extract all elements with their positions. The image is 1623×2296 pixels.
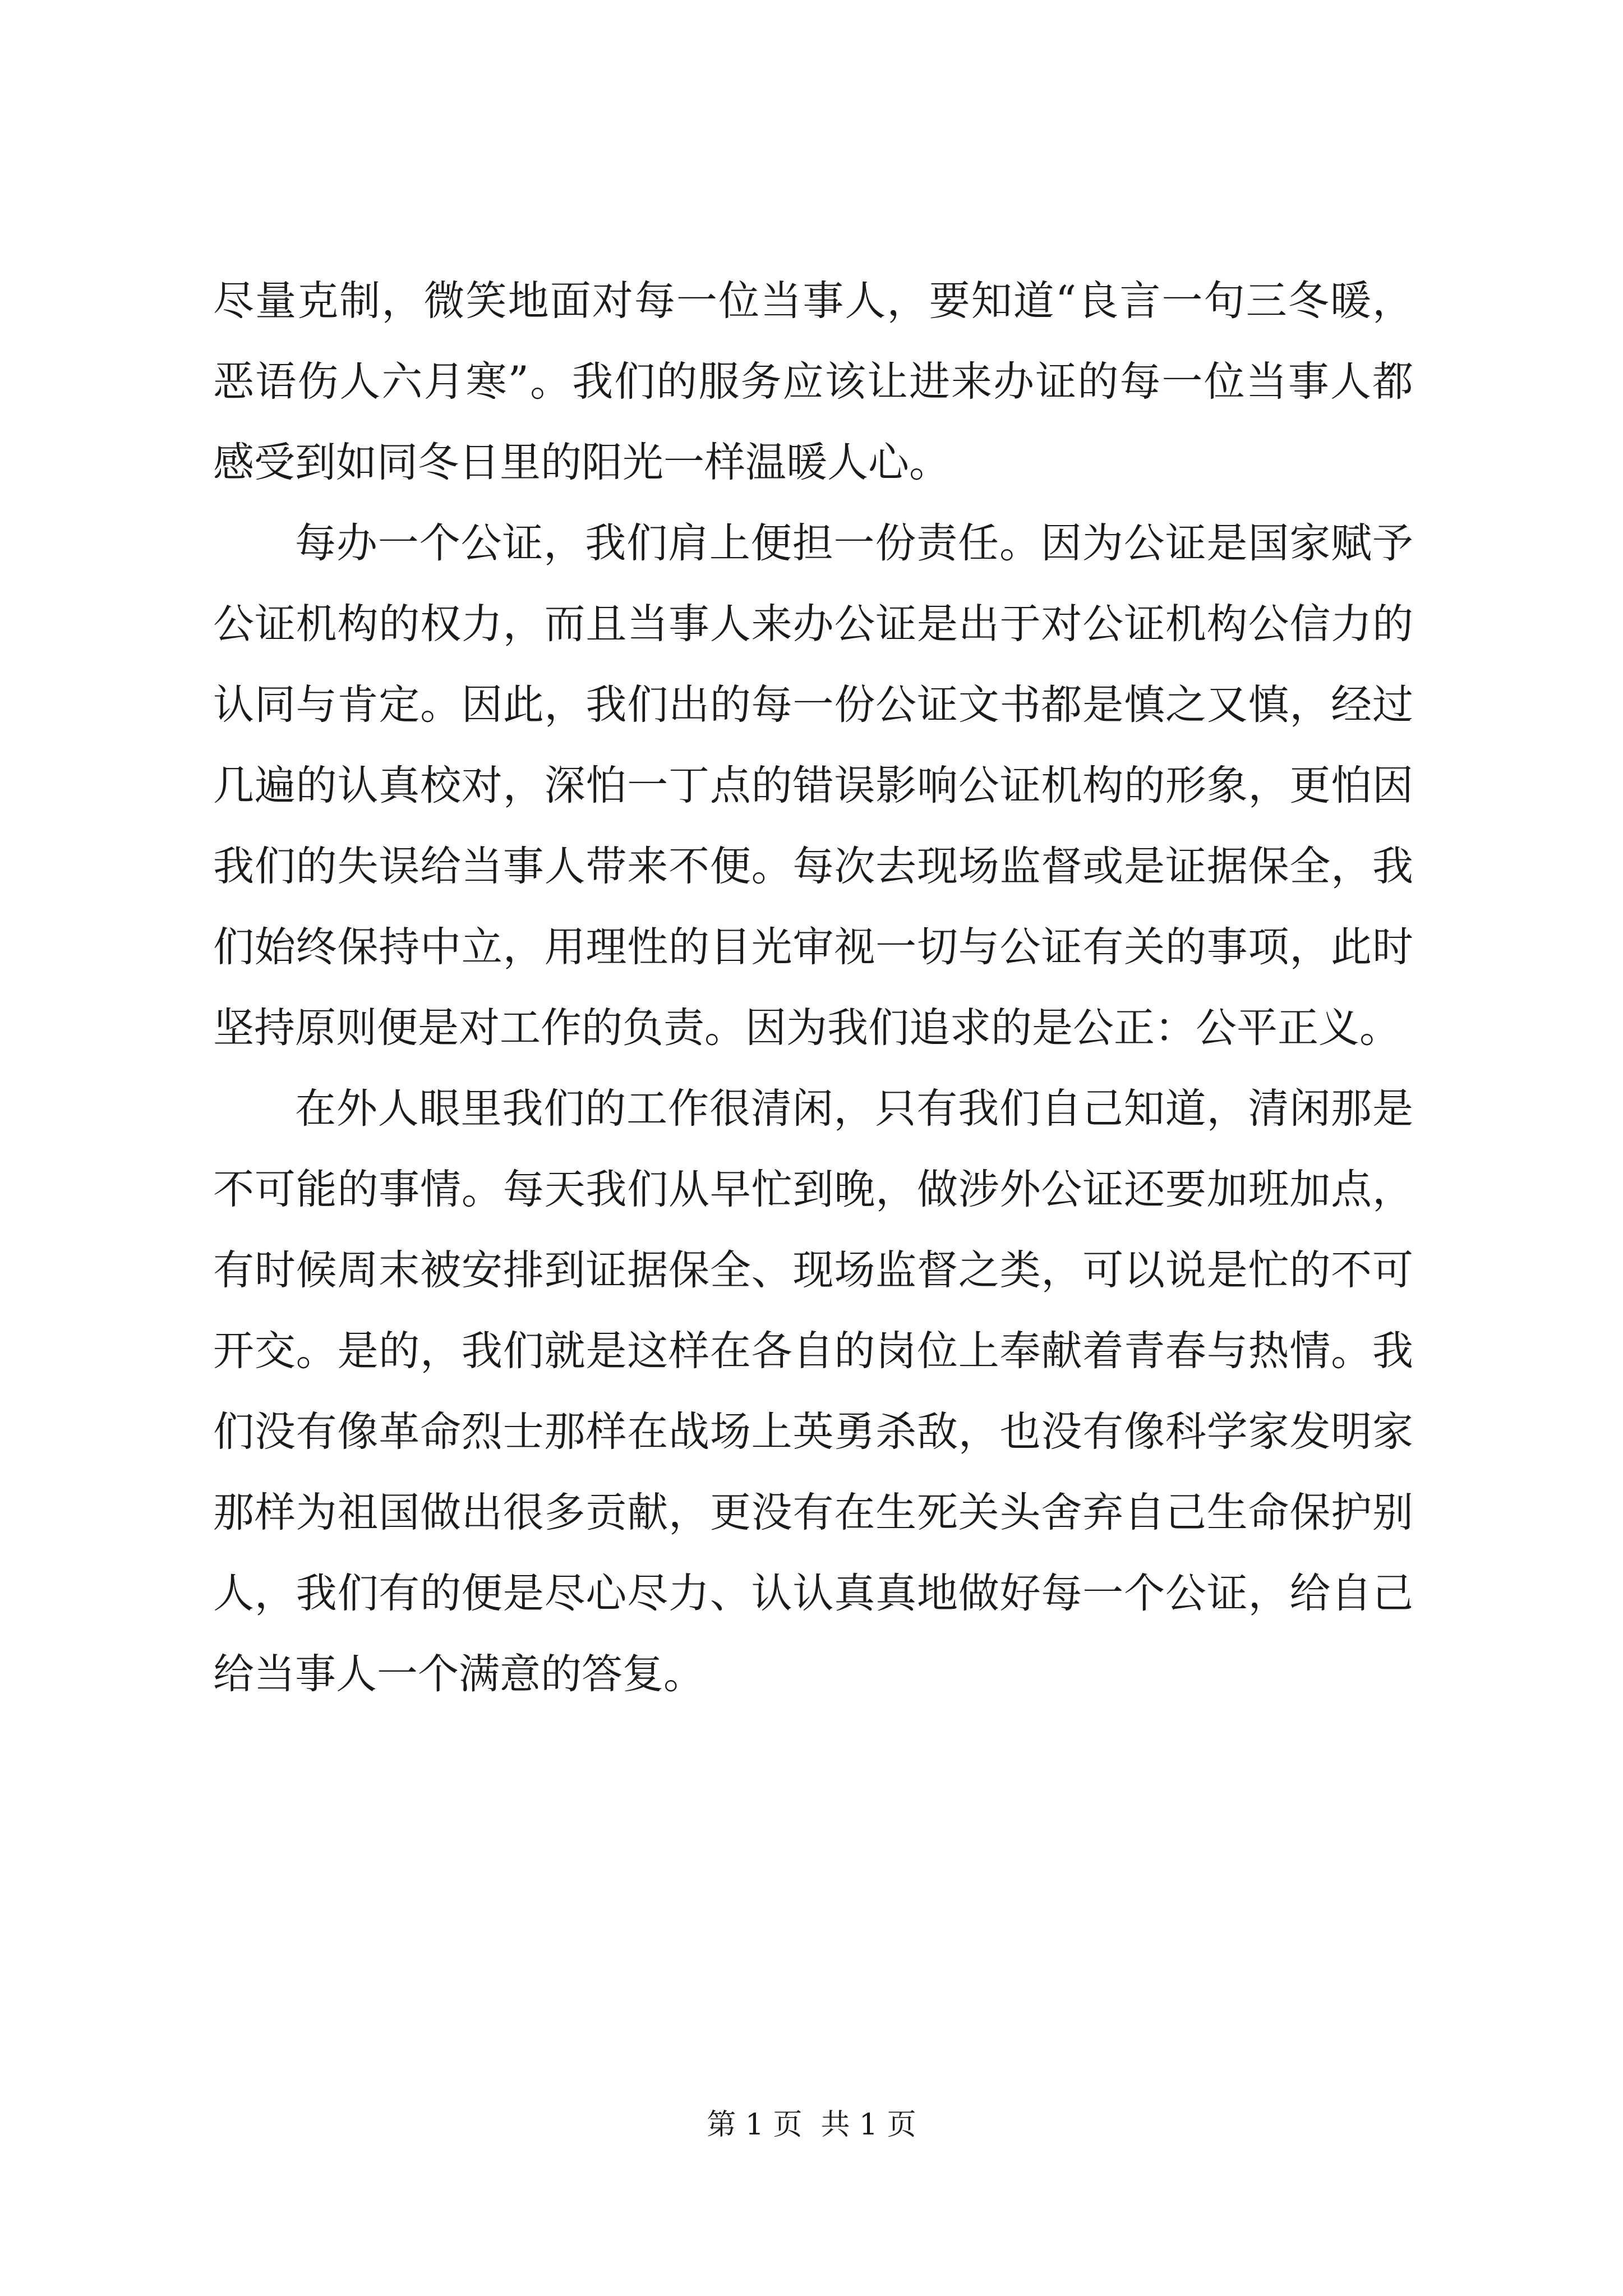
paragraph-1: 尽量克制，微笑地面对每一位当事人，要知道“良言一句三冬暖，恶语伤人六月寒”。我们的服务应该让进来办证的每一位当事人都感受到如同冬日里的阳光一样温暖人心。 xyxy=(213,277,1413,486)
paragraph-2: 每办一个公证，我们肩上便担一份责任。因为公证是国家赋予公证机构的权力，而且当事人来办公证是出于对公证机构公信力的认同与肯定。因此，我们出的每一份公证文书都是慎之又慎，经过几遍的认真校对，深怕一丁点的错误影响公证机构的形象，更怕因我们的失误给当事人带来不便。每次去现场监督或是证据保全，我们始终保持中立，用理性的目光审视一切与公证有关的事项，此时坚持原则便是对工作的负责。因为我们追求的是公正：公平正义。 xyxy=(213,519,1413,1052)
paragraph-3: 在外人眼里我们的工作很清闲，只有我们自己知道，清闲那是不可能的事情。每天我们从早忙到晚，做涉外公证还要加班加点，有时候周末被安排到证据保全、现场监督之类，可以说是忙的不可开交。是的，我们就是这样在各自的岗位上奉献着青春与热情。我们没有像革命烈士那样在战场上英勇杀敌，也没有像科学家发明家那样为祖国做出很多贡献，更没有在生死关头舍弃自己生命保护别人，我们有的便是尽心尽力、认认真真地做好每一个公证，给自己给当事人一个满意的答复。 xyxy=(213,1085,1413,1698)
document-body xyxy=(213,261,1413,1715)
page-footer: 第 1 页 共 1 页 xyxy=(707,2108,916,2142)
